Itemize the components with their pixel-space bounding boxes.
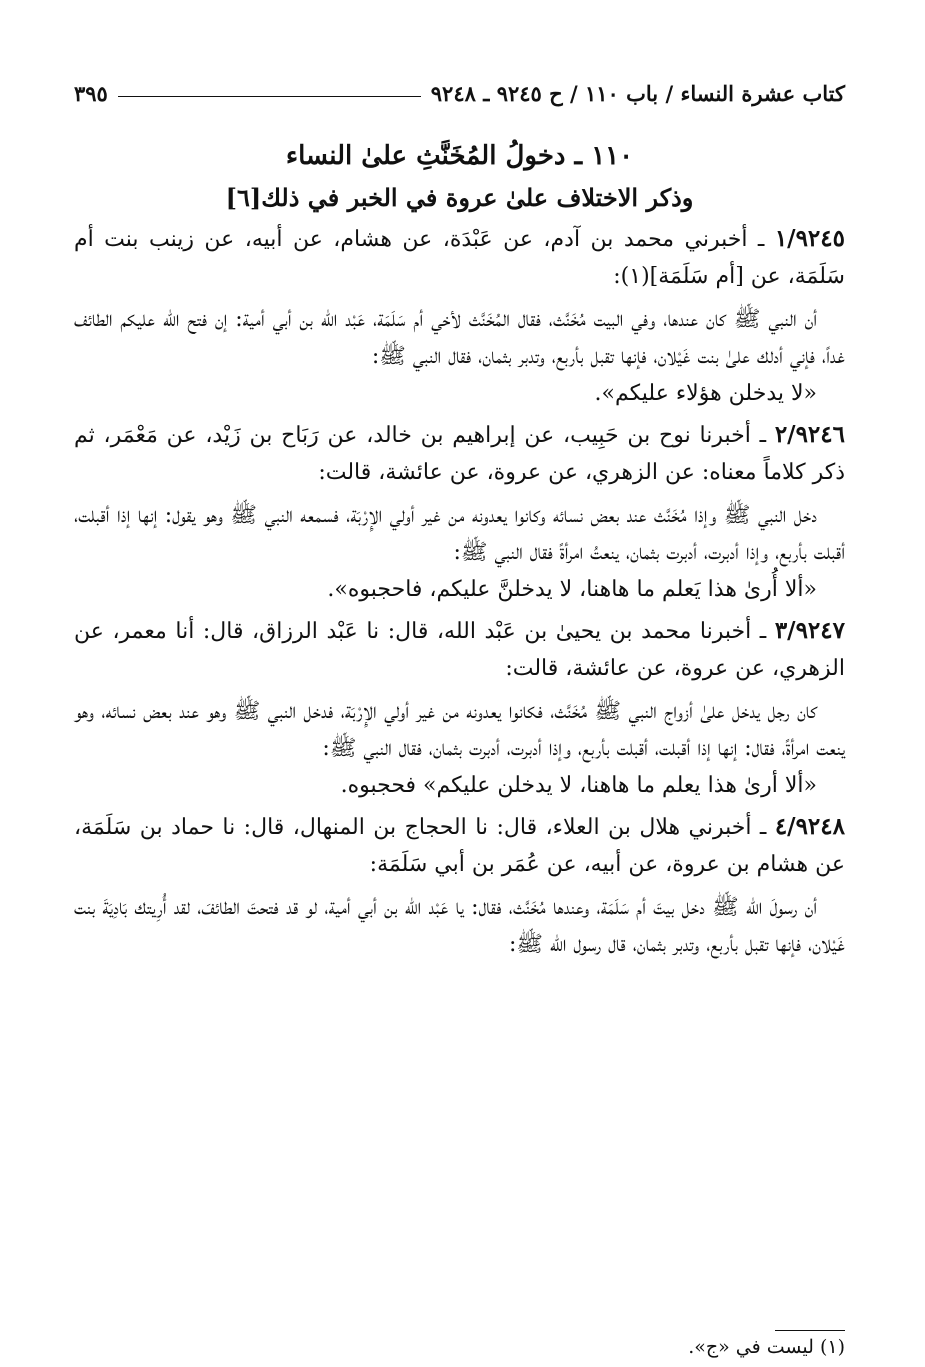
hadith-quote: «لا يدخلن هؤلاء عليكم». [594,381,817,406]
hadith-isnad [74,220,845,295]
hadith-matn: أن رسولَ الله ﷺ دخل بيتَ أم سَلَمَة، وعندها مُخَنَّث، فقال: يا عَبْد الله بن أبي أمية، لو قد فتحتَ الطائفَ، لقد أُرِيتك بَادِيَةَ بنت غَيْلان، فإنها تقبل بأربع، وتدبر بثمان، قال رسول الله ﷺ: [74,895,845,957]
footnote: (١) ليست في «ج». [688,1336,845,1358]
hadith-isnad [74,416,845,491]
hadith-matn: كان رجل يدخل علىٰ أزواج النبي ﷺ مُخَنَّث، فكانوا يعدونه من غير أولي الإِرْبَة، فدخل النبي ﷺ وهو عند بعض نسائه، وهو ينعت امرأةً، فقال: إنها إذا أقبلت، أقبلت بأربع، وإذا أدبرت، أدبرت بثمان، فقال النبي ﷺ: [74,699,845,761]
running-header [74,66,845,106]
hadith-matn: أن النبي ﷺ كان عندها، وفي البيت مُخَنَّث، فقال المُخَنَّث لأخي أم سَلَمَة، عَبْد الله بن أبي أمية: إن فتح الله عليكم الطائف غداً، فإني أدلك علىٰ بنت غَيْلان، فإنها تقبل بأربع، وتدبر بثمان، فقال النبي ﷺ: [74,307,845,369]
page-number: ٣٩٥ [74,81,108,106]
hadith-9248 [74,808,845,963]
hadith-isnad [74,612,845,687]
footnote-rule [775,1330,845,1331]
header-rule [118,96,421,97]
hadith-number: ١/٩٢٤٥ [774,225,845,252]
hadith-number: ٤/٩٢٤٨ [774,813,845,840]
isnad-text: ـ أخبرني هلال بن العلاء، قال: نا الحجاج بن المنهال، قال: نا حماد بن سَلَمَة، عن هشام بن عروة، عن أبيه، عن عُمَر بن أبي سَلَمَة: [74,815,845,877]
isnad-text: ـ أخبرنا محمد بن يحيىٰ بن عَبْد الله، قال: نا عَبْد الرزاق، قال: أنا معمر، عن الزهري، عن عروة، عن عائشة، قالت: [74,619,845,681]
isnad-text: ـ أخبرنا نوح بن حَبِيب، عن إبراهيم بن خالد، عن رَبَاح بن زَيْد، عن مَعْمَر، ثم ذكر كلاماً معناه: عن الزهري، عن عروة، عن عائشة، قالت: [74,423,845,485]
chapter-title: ١١٠ ـ دخولُ المُخَنَّثِ علىٰ النساء [285,141,634,171]
hadith-number: ٢/٩٢٤٦ [774,421,845,448]
hadith-9246 [74,416,845,608]
hadith-9247 [74,612,845,804]
running-title: كتاب عشرة النساء / باب ١١٠ / ح ٩٢٤٥ ـ ٩٢٤٨ [430,81,845,106]
hadith-isnad [74,808,845,883]
hadith-number: ٣/٩٢٤٧ [774,617,845,644]
hadith-quote: «ألا أرىٰ هذا يعلم ما هاهنا، لا يدخلن عليكم» فحجبوه. [340,773,817,798]
hadith-quote: «ألا أُرىٰ هذا يَعلم ما هاهنا، لا يدخلنَّ عليكم، فاحجبوه». [327,577,817,602]
chapter-subtitle: وذكر الاختلاف علىٰ عروة في الخبر في ذلك[٦] [225,183,694,212]
hadith-matn: دخل النبي ﷺ وإذا مُخَنَّث عند بعض نسائه وكانوا يعدونه من غير أولي الإِرْبَة، فسمعه النبي ﷺ وهو يقول: إنها إذا أقبلت، أقبلت بأربع، وإذا أدبرت، أدبرت بثمان، ينعتُ امرأةً فقال النبي ﷺ: [74,503,845,565]
isnad-text: ـ أخبرني محمد بن آدم، عن عَبْدَة، عن هشام، عن أبيه، عن زينب بنت أم سَلَمَة، عن [أم سَلَمَة](١): [74,227,845,289]
hadith-9245 [74,220,845,412]
